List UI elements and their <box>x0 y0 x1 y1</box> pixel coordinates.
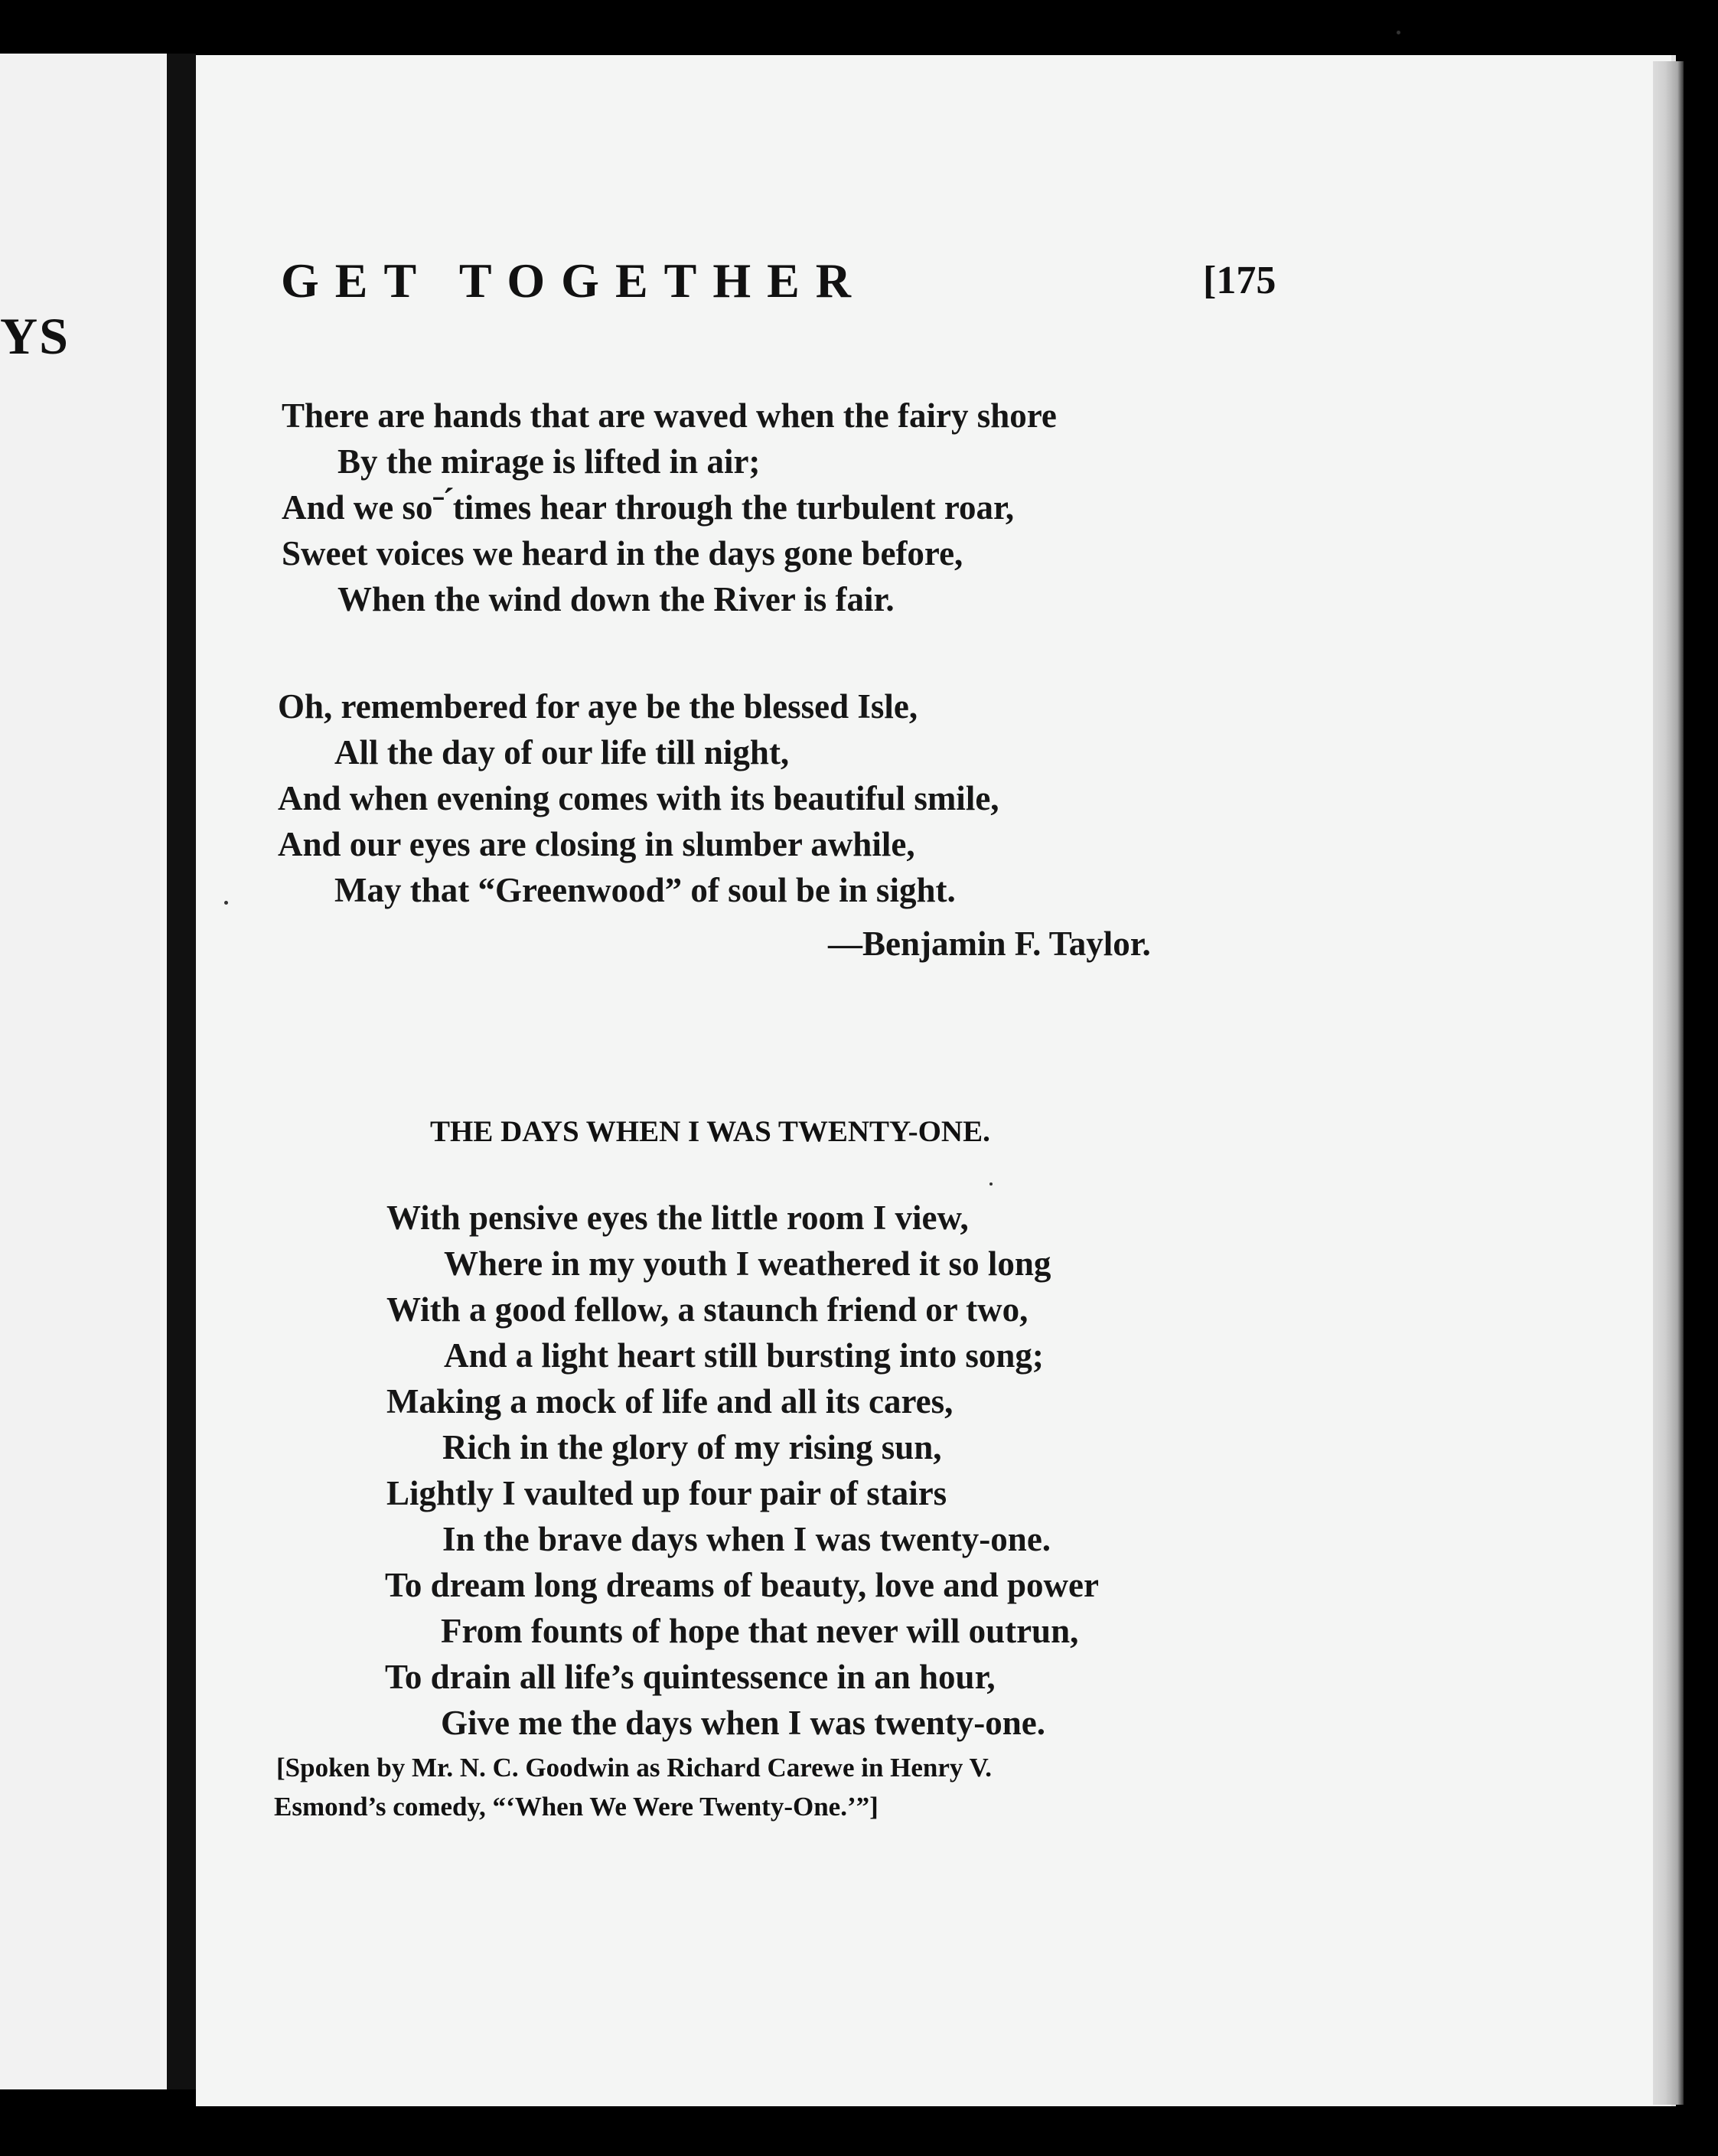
poem2-footnote-line: [Spoken by Mr. N. C. Goodwin as Richard Carewe in Henry V. <box>276 1753 993 1783</box>
poem2-line: Lightly I vaulted up four pair of stairs <box>386 1474 947 1512</box>
poem2-line: From founts of hope that never will outrun, <box>441 1612 1079 1650</box>
poem1-line: And we soˉ ́times hear through the turbulent roar, <box>282 488 1015 527</box>
poem1-attribution: —Benjamin F. Taylor. <box>828 925 1151 963</box>
poem1-line: When the wind down the River is fair. <box>337 580 895 618</box>
left-page-heading-fragment: YS <box>0 307 70 365</box>
poem2-line: Making a mock of life and all its cares, <box>386 1382 954 1420</box>
poem2-footnote-line: Esmond’s comedy, “‘When We Were Twenty-One.’”] <box>274 1792 879 1822</box>
poem2-line: Give me the days when I was twenty-one. <box>441 1704 1045 1742</box>
poem2-title: THE DAYS WHEN I WAS TWENTY-ONE. <box>430 1115 990 1148</box>
poem2-line: With a good fellow, a staunch friend or two, <box>386 1290 1029 1329</box>
scan-speck <box>989 1182 993 1186</box>
scan-speck <box>224 901 228 905</box>
poem1-line: Oh, remembered for aye be the blessed Isle, <box>278 687 918 726</box>
poem2-line: With pensive eyes the little room I view, <box>386 1199 969 1237</box>
poem1-line: Sweet voices we heard in the days gone before, <box>282 534 963 572</box>
poem2-line: To drain all life’s quintessence in an hour, <box>385 1658 996 1696</box>
poem2-line: And a light heart still bursting into song; <box>444 1336 1044 1375</box>
running-head-title: GET TOGETHER <box>281 253 867 308</box>
poem1-line: By the mirage is lifted in air; <box>337 442 761 481</box>
poem1-line: And our eyes are closing in slumber awhile, <box>278 825 915 863</box>
page-edge-shadow <box>1653 61 1684 2105</box>
poem2-line: To dream long dreams of beauty, love and power <box>385 1566 1099 1604</box>
left-page <box>0 54 167 2089</box>
poem2-line: Rich in the glory of my rising sun, <box>442 1428 942 1466</box>
book-gutter <box>167 54 196 2089</box>
poem1-line: There are hands that are waved when the fairy shore <box>282 396 1057 435</box>
poem1-line: May that “Greenwood” of soul be in sight. <box>334 871 956 909</box>
page-number: [175 <box>1203 259 1276 302</box>
poem2-line: Where in my youth I weathered it so long <box>444 1244 1051 1283</box>
scan-speck <box>1397 31 1400 34</box>
poem1-line: And when evening comes with its beautiful smile, <box>278 779 999 817</box>
poem2-line: In the brave days when I was twenty-one. <box>442 1520 1051 1558</box>
poem1-line: All the day of our life till night, <box>334 733 790 771</box>
